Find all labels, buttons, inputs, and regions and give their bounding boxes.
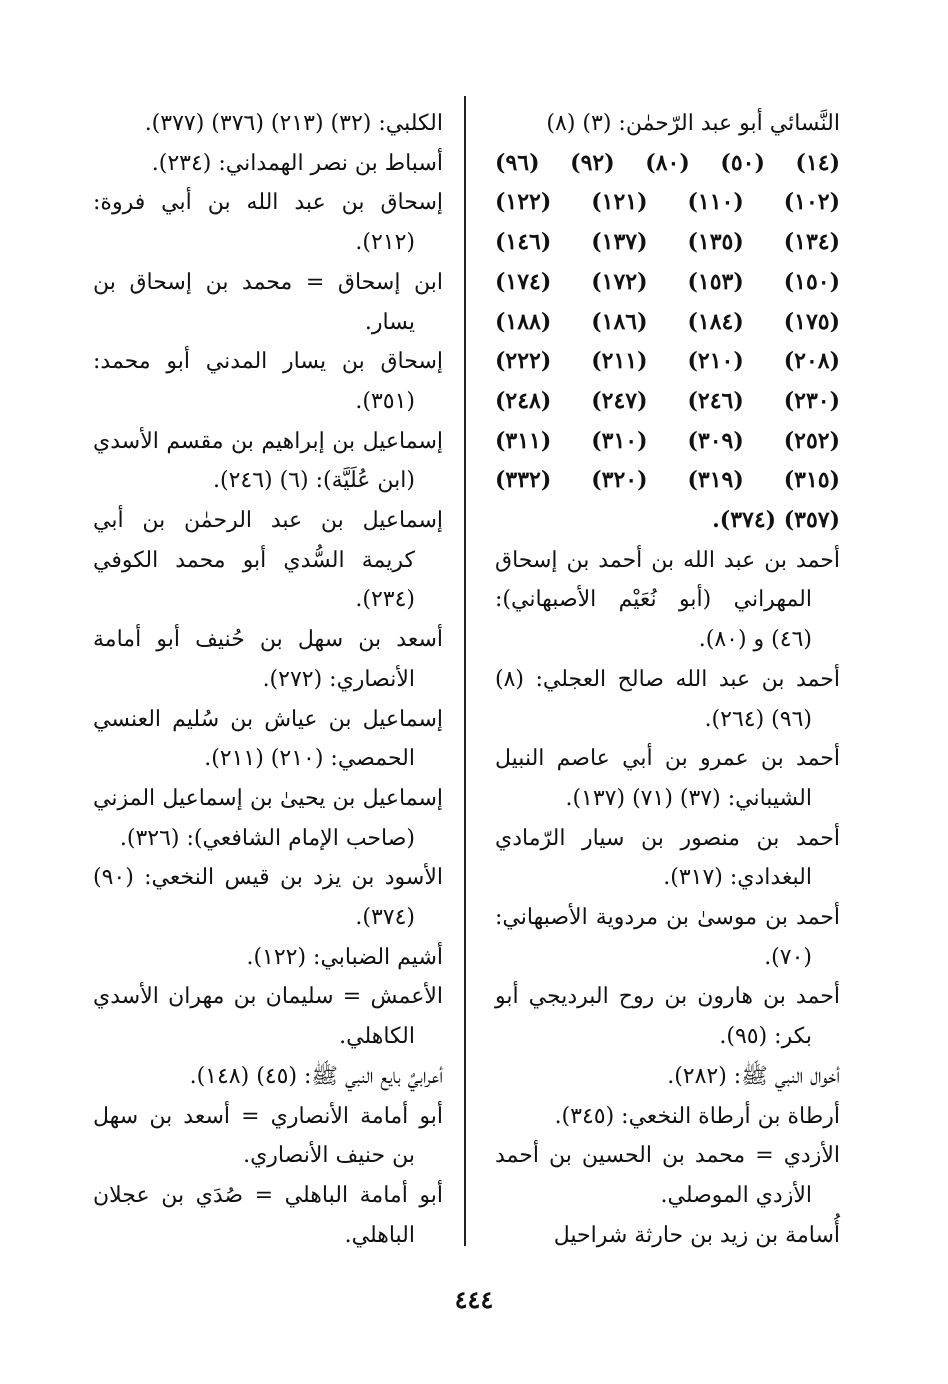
index-entry: إسماعيل بن عياش بن سُليم العنسي الحمصي: (٢١٠) (٢١١). [93, 706, 443, 772]
right-column [495, 104, 840, 1255]
reference-number-row [495, 144, 840, 184]
index-entry: أحمد بن عمرو بن أبي عاصم النبيل الشيباني: (٣٧) (٧١) (١٣٧). [495, 746, 840, 811]
reference-number: (٢١٠) [687, 348, 744, 375]
entry-head: النَّسائي أبو عبد الرّحمٰن: (٣) (٨) [546, 111, 840, 136]
reference-number: (٣١٠) [591, 427, 648, 454]
reference-number: (١٤) [795, 149, 840, 176]
reference-number: (١٧٥) [783, 308, 840, 335]
reference-number-row [495, 303, 840, 343]
page-number: ٤٤٤ [454, 1285, 494, 1314]
reference-number: (١٨٨) [495, 308, 552, 335]
index-entry: إسماعيل بن إبراهيم بن مقسم الأسدي (ابن عُلَيَّة): (٦) (٢٤٦). [93, 428, 443, 494]
reference-number: (٩٢) [570, 149, 615, 176]
reference-number: (٣١٥) [783, 467, 840, 494]
reference-number: (٣١٩) [687, 467, 744, 494]
reference-number: (١٢١) [591, 189, 648, 216]
reference-number: (٣٣٢) [495, 467, 552, 494]
index-entry: أرطاة بن أرطاة النخعي: (٣٤٥). [554, 1103, 840, 1129]
index-entry: إسماعيل بن عبد الرحمٰن بن أبي كريمة السُّدي أبو محمد الكوفي (٢٣٤). [93, 508, 443, 613]
reference-number-grid [495, 144, 840, 501]
reference-number-row [495, 382, 840, 422]
index-entry: أحمد بن منصور بن سيار الرّمادي البغدادي: (٣١٧). [495, 825, 840, 891]
index-entry: ابن إسحاق = محمد بن إسحاق بن يسار. [93, 269, 443, 335]
reference-number: (٥٠) [720, 149, 765, 176]
reference-number: (١٧٤) [495, 268, 552, 295]
reference-number: (٣٢٠) [591, 467, 648, 494]
reference-number: (٢٤٨) [495, 387, 552, 414]
index-entry: الأزدي = محمد بن الحسين بن أحمد الأزدي الموصلي. [495, 1143, 840, 1208]
index-entry: أشيم الضبابي: (١٢٢). [246, 944, 443, 970]
reference-number: (١٤٦) [495, 229, 552, 256]
reference-number: (٣١١) [495, 427, 552, 454]
reference-number: (٨٠) [645, 149, 690, 176]
column-divider [464, 96, 466, 1246]
index-entry: الأسود بن يزد بن قيس النخعي: (٩٠) (٣٧٤). [93, 865, 443, 931]
reference-number: (١٢٢) [495, 189, 552, 216]
index-entry: إسحاق بن يسار المدني أبو محمد: (٣٥١). [93, 349, 443, 414]
index-entry: الأعمش = سليمان بن مهران الأسدي الكاهلي. [93, 984, 443, 1050]
reference-number: (٩٦) [495, 149, 540, 176]
reference-number: (١٥٠) [783, 268, 840, 295]
entry-tail: (٣٥٧) (٣٧٤). [712, 507, 840, 534]
left-column [93, 104, 443, 1255]
reference-number: (١٣٥) [687, 229, 744, 256]
reference-number-row [495, 223, 840, 263]
reference-number: (٢٤٧) [591, 387, 648, 414]
reference-number: (٢٣٠) [783, 387, 840, 414]
index-entry: أحمد بن عبد الله بن أحمد بن إسحاق المهراني (أبو نُعَيْم الأصبهاني): (٤٦) و (٨٠). [495, 547, 840, 653]
index-entry: أعرابيٌ بايع النبي ﷺ: (٤٥) (١٤٨). [189, 1063, 443, 1089]
reference-number: (١٣٧) [591, 229, 648, 256]
reference-number: (١٠٢) [783, 189, 840, 216]
index-entry-nasai [495, 104, 840, 144]
reference-number: (٣٠٩) [687, 427, 744, 454]
reference-number-row [495, 461, 840, 501]
reference-number-row [495, 263, 840, 303]
reference-number: (١٨٦) [591, 308, 648, 335]
reference-number: (١٨٤) [687, 308, 744, 335]
index-entry: أحمد بن هارون بن روح البرديجي أبو بكر: (٩٥). [495, 984, 840, 1050]
index-entry: أحمد بن عبد الله صالح العجلي: (٨) (٩٦) (٢٦٤). [495, 666, 840, 732]
reference-number: (٢٥٢) [783, 427, 840, 454]
reference-number-row [495, 422, 840, 462]
reference-number: (١٥٣) [687, 268, 744, 295]
reference-number: (٢٢٢) [495, 348, 552, 375]
reference-number: (٢٤٦) [687, 387, 744, 414]
reference-number-row [495, 183, 840, 223]
reference-number-row [495, 342, 840, 382]
index-entry-continuation: الكلبي: (٣٢) (٢١٣) (٣٧٦) (٣٧٧). [144, 111, 443, 136]
index-entry: أخوال النبي ﷺ: (٢٨٢). [667, 1063, 840, 1089]
index-entry: أسباط بن نصر الهمداني: (٢٣٤). [151, 150, 443, 176]
reference-number: (٢٠٨) [783, 348, 840, 375]
index-entry: أبو أمامة الأنصاري = أسعد بن سهل بن حنيف الأنصاري. [93, 1103, 443, 1169]
index-entry: أبو أمامة الباهلي = صُدَي بن عجلان الباهلي. [93, 1182, 443, 1248]
reference-number: (١٣٤) [783, 229, 840, 256]
index-entry: أحمد بن موسىٰ بن مردوية الأصبهاني: (٧٠). [495, 905, 840, 970]
index-entry: إسحاق بن عبد الله بن أبي فروة: (٢١٢). [93, 190, 443, 256]
index-entry: إسماعيل بن يحيىٰ بن إسماعيل المزني (صاحب الإمام الشافعي): (٣٢٦). [93, 785, 443, 851]
index-entry: أسعد بن سهل بن حُنيف أبو أمامة الأنصاري: (٢٧٢). [93, 627, 443, 692]
reference-number: (٢١١) [591, 348, 648, 375]
index-entry: أُسامة بن زيد بن حارثة شراحيل [553, 1222, 840, 1248]
reference-number: (١٧٢) [591, 268, 648, 295]
reference-number: (١١٠) [687, 189, 744, 216]
